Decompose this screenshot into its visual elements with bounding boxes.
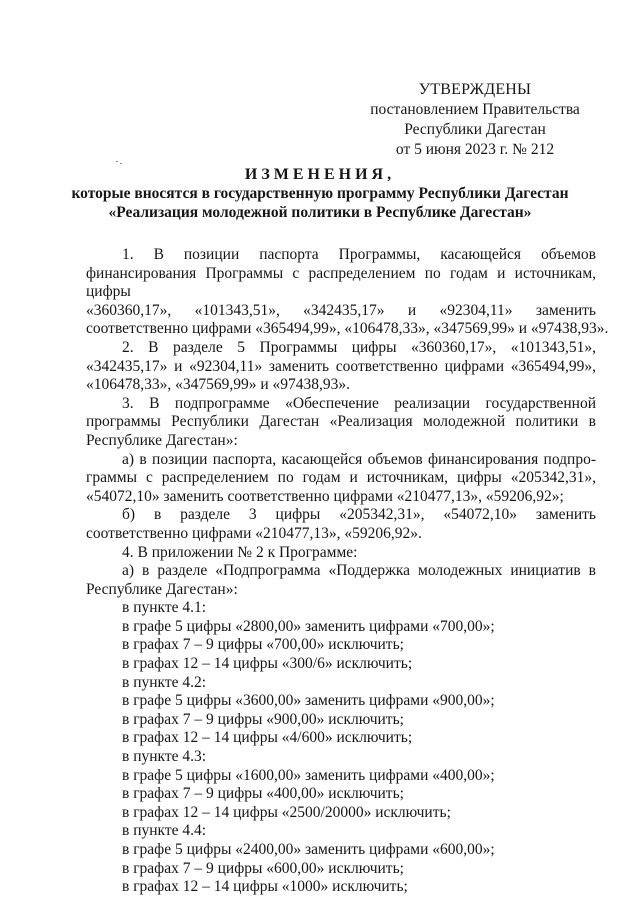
item-3-b: б) в разделе 3 цифры «205342,31», «54072,10» заменить соответственно цифрами «210477,13», «59206,92».: [86, 506, 596, 542]
approval-heading: УТВЕРЖДЕНЫ: [418, 81, 532, 98]
point-4-3: [86, 748, 596, 822]
point-line: в графах 12 – 14 цифры «1000» исключить;: [122, 878, 408, 896]
point-heading: в пункте 4.2:: [122, 673, 207, 691]
item-1-line-4: соответственно цифрами «365494,99», «106478,33», «347569,99» и «97438,93».: [86, 320, 609, 338]
approval-line-2: Республики Дагестан: [404, 121, 546, 138]
scan-speck: [120, 163, 122, 164]
approval-line-3: от 5 июня 2023 г. № 212: [395, 141, 555, 158]
item-2: 2. В разделе 5 Программы цифры «360360,17», «101343,51», «342435,17» и «92304,11» заменить соответственно цифрами «365494,99», «106478,33», «347569,99» и «97438,93».: [86, 338, 596, 394]
point-line: в графах 7 – 9 цифры «900,00» исключить;: [122, 710, 404, 728]
point-line: в графах 7 – 9 цифры «600,00» исключить;: [122, 859, 404, 877]
item-1-line-2: финансирования Программы с распределением по годам и источникам, цифры: [86, 264, 596, 301]
point-line: в графах 12 – 14 цифры «2500/20000» исключить;: [122, 803, 451, 821]
item-1-line-1: 1. В позиции паспорта Программы, касающейся объемов: [122, 246, 596, 263]
item-3: 3. В подпрограмме «Обеспечение реализации государственной программы Республики Дагестан «Реализация молодежной политики в Республике Дагестан»:: [86, 394, 596, 449]
point-heading: в пункте 4.4:: [122, 822, 207, 840]
point-line: в графе 5 цифры «2400,00» заменить цифрами «600,00»;: [122, 841, 495, 858]
item-1-line-3: «360360,17», «101343,51», «342435,17» и «92304,11» заменить: [86, 301, 596, 319]
point-line: в графе 5 цифры «2800,00» заменить цифрами «700,00»;: [122, 617, 495, 635]
document-title: ИЗМЕНЕНИЯ,: [244, 166, 396, 183]
point-line: в графах 7 – 9 цифры «700,00» исключить;: [122, 636, 404, 654]
point-4-2: [86, 674, 596, 748]
subtitle-line-1: которые вносятся в государственную программу Республики Дагестан: [71, 185, 569, 202]
point-line: в графе 5 цифры «3600,00» заменить цифрами «900,00»;: [122, 692, 495, 710]
point-4-4: [86, 822, 596, 896]
point-line: в графе 5 цифры «1600,00» заменить цифрами «400,00»;: [122, 766, 495, 784]
item-4-a: а) в разделе «Подпрограмма «Поддержка молодежных инициатив в Республике Дагестан»:: [86, 562, 596, 598]
approval-stamp: [360, 80, 590, 160]
document-subtitle: [40, 184, 600, 222]
approval-line-1: постановлением Правительства: [370, 101, 580, 118]
scan-speck: [116, 161, 118, 162]
item-4: 4. В приложении № 2 к Программе:: [122, 543, 358, 561]
point-heading: в пункте 4.3:: [122, 748, 207, 766]
subtitle-line-2: «Реализация молодежной политики в Республике Дагестан»: [108, 204, 532, 221]
item-3-a: а) в позиции паспорта, касающейся объемов финансирования подпро-граммы с распределением по годам и источникам, цифры «205342,31», «54072,10» заменить соответственно цифрами «210477,13», «59206,92»;: [86, 450, 596, 505]
point-line: в графах 12 – 14 цифры «300/6» исключить;: [122, 655, 413, 673]
point-line: в графах 12 – 14 цифры «4/600» исключить;: [122, 729, 413, 747]
point-line: в графах 7 – 9 цифры «400,00» исключить;: [122, 785, 404, 803]
point-4-1: [86, 599, 596, 673]
point-heading: в пункте 4.1:: [122, 599, 207, 617]
document-body: [86, 246, 609, 897]
